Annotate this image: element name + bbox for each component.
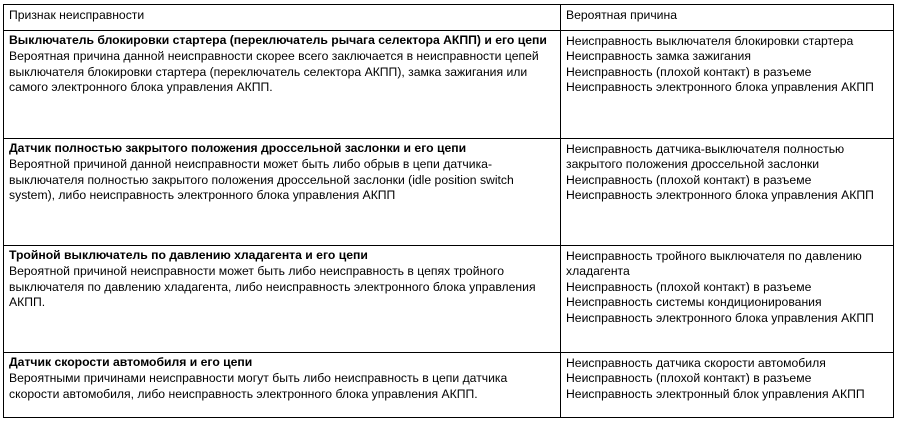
header-cause: Вероятная причина: [561, 5, 894, 31]
symptom-description: Вероятной причиной данной неисправности может быть либо обрыв в цепи датчика-выключателя полностью закрытого положения дроссельной заслонки (idle position switch system), либо неисправность электронного блока управления АКПП: [9, 157, 514, 203]
symptom-cell: [4, 139, 561, 246]
cause-cell: [561, 31, 894, 139]
table-row: [4, 31, 894, 139]
symptom-cell: [4, 353, 561, 418]
cause-item: Неисправность выключателя блокировки стартера: [566, 34, 854, 48]
cause-item: Неисправность электронного блока управления АКПП: [566, 80, 874, 95]
cause-cell: [561, 139, 894, 246]
symptom-title: Тройной выключатель по давлению хладагента и его цепи: [9, 248, 368, 262]
cause-item: Неисправность (плохой контакт) в разъеме: [566, 172, 812, 187]
cause-item: Неисправность тройного выключателя по давлению хладагента: [566, 249, 862, 279]
table-header-row: [4, 5, 894, 31]
table-row: [4, 246, 894, 353]
symptom-title: Датчик скорости автомобиля и его цепи: [9, 355, 253, 369]
cause-item: Неисправность (плохой контакт) в разъеме: [566, 279, 812, 294]
symptom-title: Датчик полностью закрытого положения дроссельной заслонки и его цепи: [9, 141, 467, 155]
cause-item: Неисправность датчика скорости автомобиля: [566, 356, 826, 370]
table-row: [4, 139, 894, 246]
cause-cell: [561, 246, 894, 353]
cause-item: Неисправность датчика-выключателя полностью закрытого положения дроссельной заслонки: [566, 142, 845, 172]
symptom-description: Вероятная причина данной неисправности скорее всего заключается в неисправности цепей выключателя блокировки стартера (переключатель селектора АКПП), замка зажигания или самого электронного блока управления АКПП.: [9, 49, 539, 95]
header-symptom: Признак неисправности: [4, 5, 561, 31]
cause-item: Неисправность замка зажигания: [566, 49, 751, 64]
cause-item: Неисправность электронного блока управления АКПП: [566, 188, 874, 203]
symptom-cell: [4, 31, 561, 139]
symptom-description: Вероятной причиной неисправности может быть либо неисправность в цепях тройного выключателя по давлению хладагента, либо неисправность электронного блока управления АКПП.: [9, 264, 536, 310]
symptom-title: Выключатель блокировки стартера (переключатель рычага селектора АКПП) и его цепи: [9, 33, 547, 47]
symptom-description: Вероятными причинами неисправности могут быть либо неисправность в цепи датчика скорости автомобиля, либо неисправность электронного блока управления АКПП.: [9, 371, 508, 401]
table-row: [4, 353, 894, 418]
fault-table: [3, 4, 894, 418]
cause-cell: [561, 353, 894, 418]
cause-item: Неисправность электронный блок управления АКПП: [566, 386, 865, 401]
cause-item: Неисправность электронного блока управления АКПП: [566, 310, 874, 325]
symptom-cell: [4, 246, 561, 353]
cause-item: Неисправность (плохой контакт) в разъеме: [566, 371, 812, 386]
cause-item: Неисправность системы кондиционирования: [566, 295, 822, 310]
cause-item: Неисправность (плохой контакт) в разъеме: [566, 64, 812, 79]
